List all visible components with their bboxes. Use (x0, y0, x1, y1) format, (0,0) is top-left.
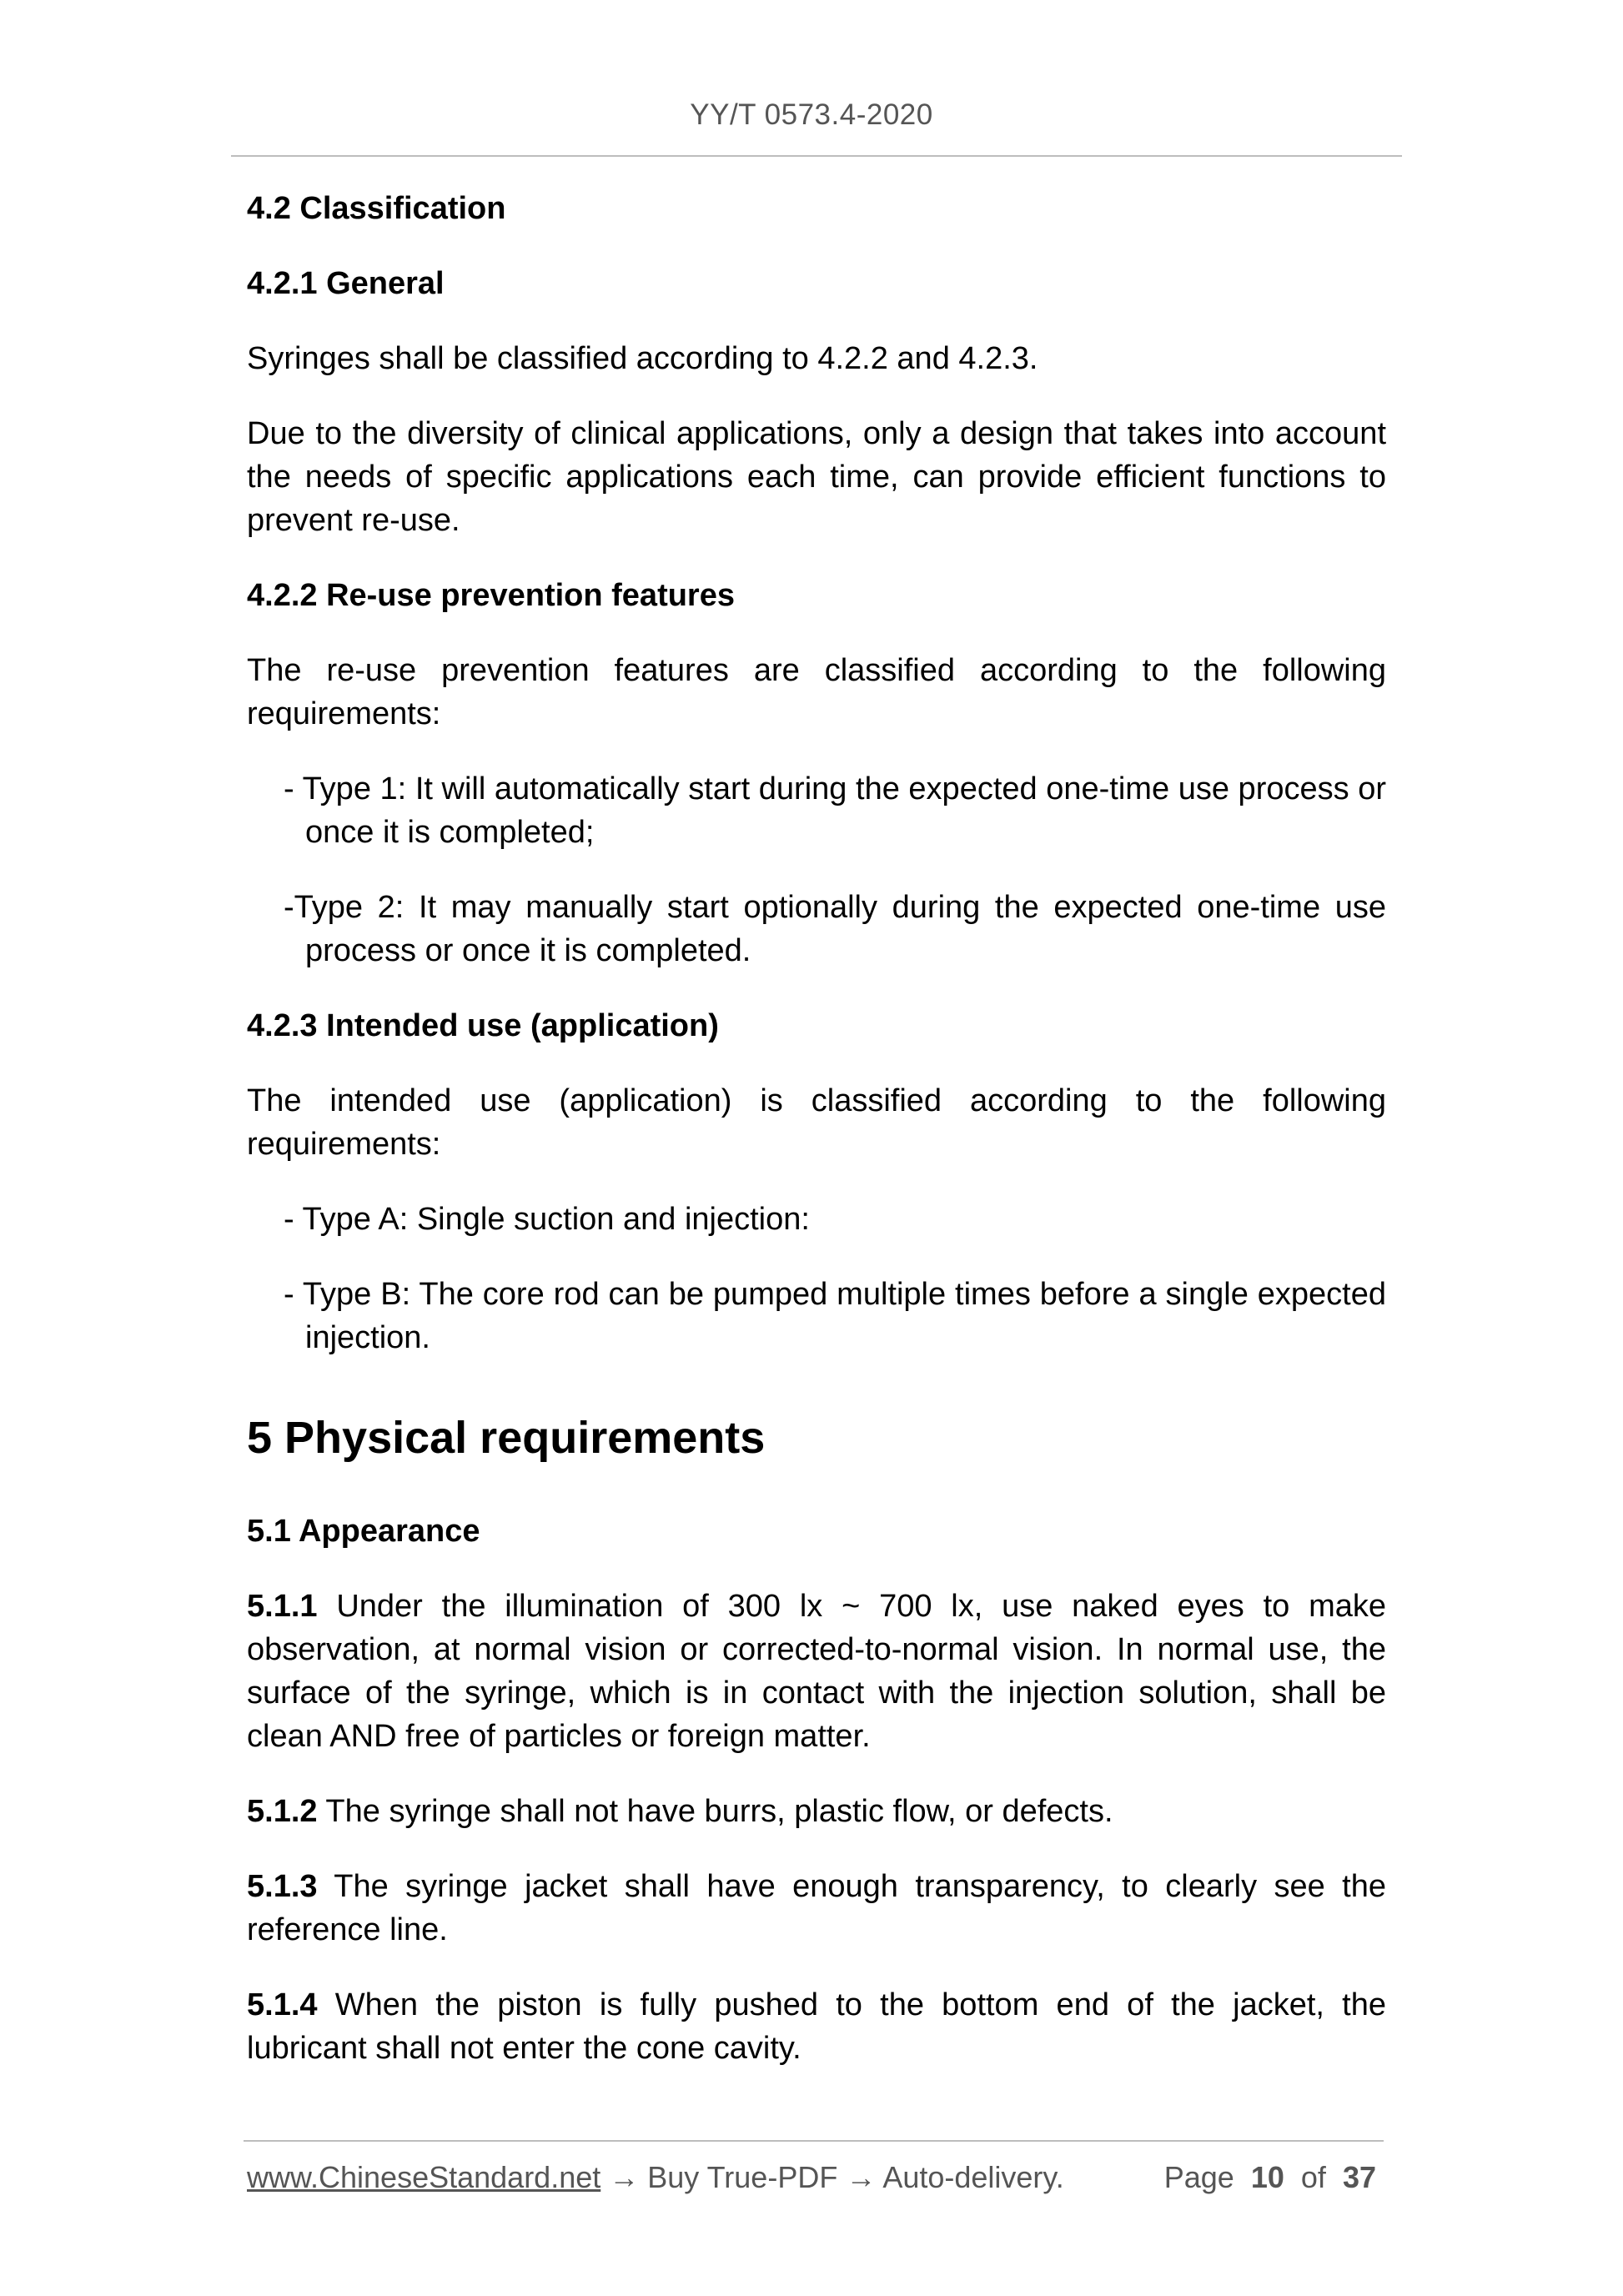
footer-tail-text: → Buy True-PDF → Auto-delivery. (600, 2160, 1064, 2194)
clause-number: 5.1.4 (247, 1987, 318, 2022)
page-current: 10 (1250, 2160, 1284, 2194)
clause-text: When the piston is fully pushed to the bottom end of the jacket, the lubricant shall not enter the cone cavity. (247, 1987, 1386, 2066)
clause-text: The syringe jacket shall have enough transparency, to clearly see the reference line. (247, 1869, 1386, 1947)
page-label: Page (1163, 2160, 1234, 2194)
page-total: 37 (1342, 2160, 1376, 2194)
page-body (247, 187, 1386, 2102)
paragraph-4-2-1-a: Syringes shall be classified according to 4.2.2 and 4.2.3. (247, 341, 1038, 376)
list-item-type-1: - Type 1: It will automatically start during the expected one-time use process or once it is completed; (284, 771, 1386, 850)
clause-number: 5.1.1 (247, 1589, 318, 1624)
clause-5-1-3 (247, 1865, 1386, 1952)
footer-divider (244, 2140, 1384, 2142)
clause-number: 5.1.2 (247, 1794, 318, 1829)
page-number (1164, 2160, 1376, 2195)
website-link[interactable]: www.ChineseStandard.net (247, 2160, 601, 2194)
clause-number: 5.1.3 (247, 1869, 318, 1904)
paragraph-4-2-1-b: Due to the diversity of clinical applications, only a design that takes into account the needs of specific applications each time, can provide efficient functions to prevent re-use. (247, 416, 1386, 538)
paragraph-4-2-3-intro: The intended use (application) is classified according to the following requirements: (247, 1083, 1386, 1162)
list-item-type-b: - Type B: The core rod can be pumped multiple times before a single expected injection. (284, 1277, 1386, 1355)
clause-text: Under the illumination of 300 lx ~ 700 lx, use naked eyes to make observation, at normal vision or corrected-to-normal vision. In normal use, the surface of the syringe, which is in contact with the injection solution, shall be clean AND free of particles or foreign matter. (247, 1589, 1386, 1754)
heading-4-2-1: 4.2.1 General (247, 266, 445, 301)
heading-5-1: 5.1 Appearance (247, 1514, 480, 1549)
clause-5-1-1 (247, 1585, 1386, 1758)
page-of-label: of (1300, 2160, 1326, 2194)
heading-4-2: 4.2 Classification (247, 191, 506, 226)
running-header: YY/T 0573.4-2020 (690, 98, 933, 131)
header-divider (231, 155, 1402, 157)
paragraph-4-2-2-intro: The re-use prevention features are classified according to the following requirements: (247, 653, 1386, 731)
clause-5-1-4 (247, 1983, 1386, 2070)
heading-4-2-2: 4.2.2 Re-use prevention features (247, 578, 735, 613)
footer-promo (247, 2160, 1064, 2195)
list-item-type-2: -Type 2: It may manually start optionally during the expected one-time use process or once it is completed. (284, 890, 1386, 968)
list-item-type-a: - Type A: Single suction and injection: (284, 1202, 810, 1237)
heading-4-2-3: 4.2.3 Intended use (application) (247, 1008, 719, 1043)
clause-5-1-2 (247, 1790, 1386, 1833)
clause-text: The syringe shall not have burrs, plastic flow, or defects. (317, 1794, 1113, 1829)
heading-5: 5 Physical requirements (247, 1413, 766, 1463)
